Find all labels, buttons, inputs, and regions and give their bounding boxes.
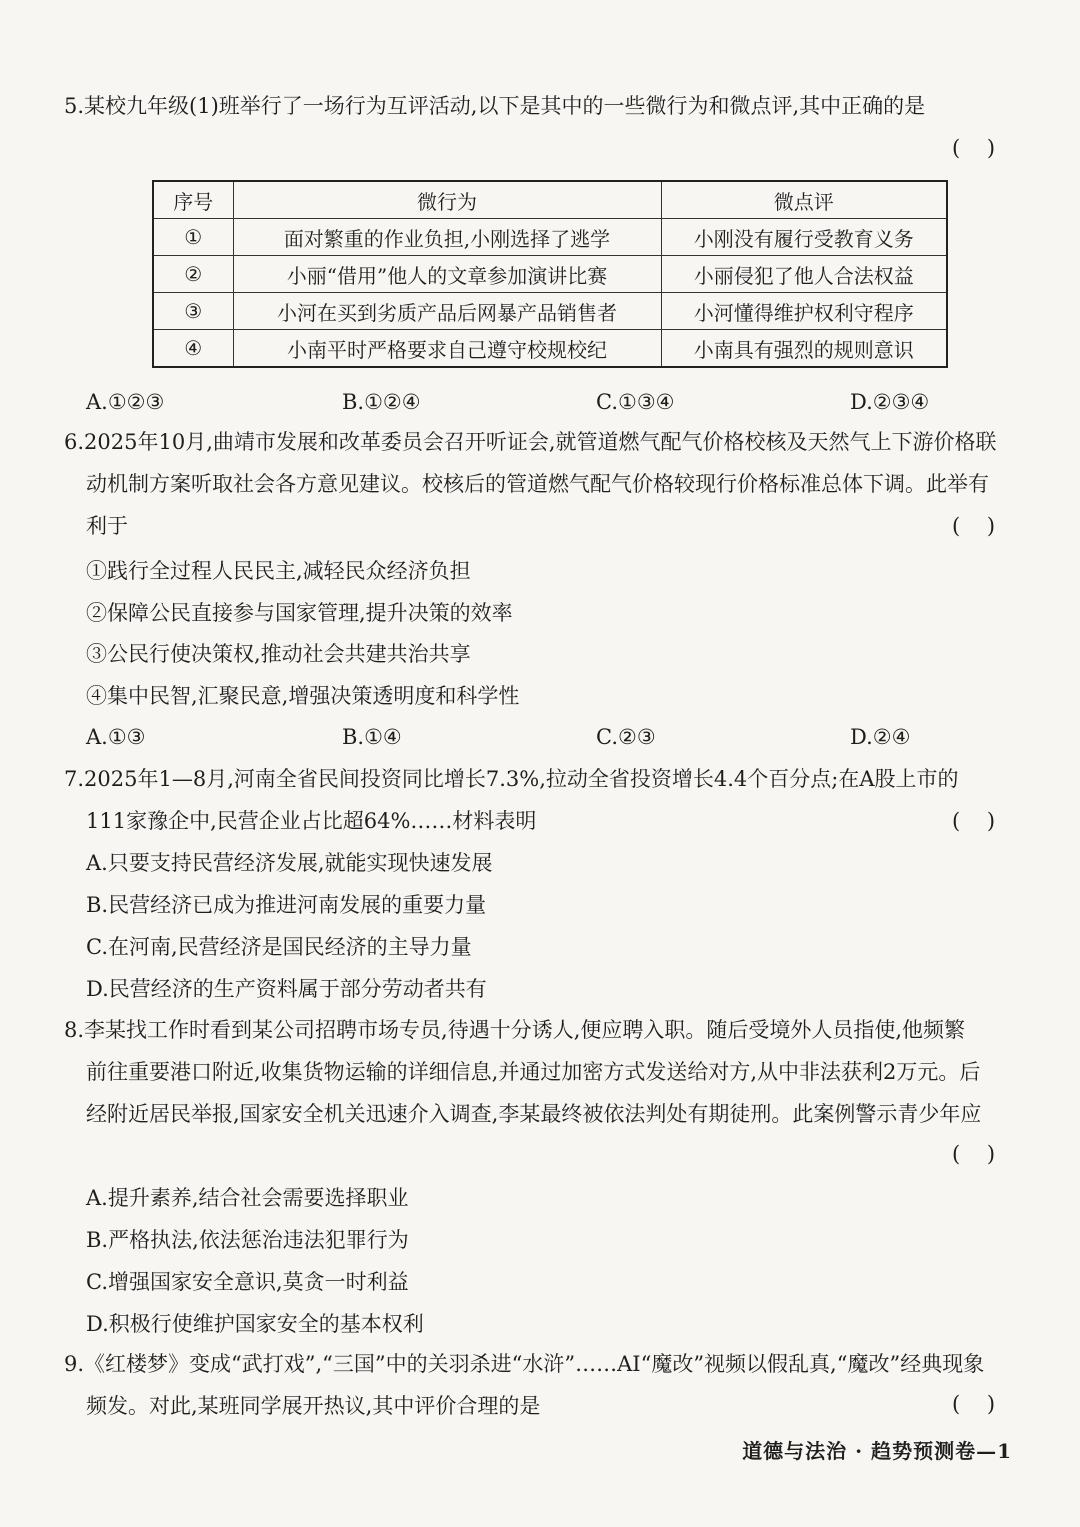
q7-option-b: B.民营经济已成为推进河南发展的重要力量 — [86, 893, 487, 917]
q6-stem-line: 6.2025年10月,曲靖市发展和改革委员会召开听证会,就管道燃气配气价格校核及天然气上下游价格联 — [64, 430, 997, 454]
q7-answer-bracket: ( ) — [952, 809, 996, 833]
table-header-cell: 微行为 — [233, 181, 661, 219]
table-cell: ① — [153, 219, 233, 256]
table-cell: 面对繁重的作业负担,小刚选择了逃学 — [233, 219, 661, 256]
table-header-row — [153, 181, 947, 219]
q8-option-a: A.提升素养,结合社会需要选择职业 — [86, 1186, 409, 1210]
q8-stem-line: 前往重要港口附近,收集货物运输的详细信息,并通过加密方式发送给对方,从中非法获利2万元。后 — [86, 1060, 981, 1084]
q6-stem-line: 利于 — [86, 514, 128, 538]
table-cell: 小南具有强烈的规则意识 — [661, 330, 947, 368]
q8-option-d: D.积极行使维护国家安全的基本权利 — [86, 1312, 424, 1336]
table-cell: 小南平时严格要求自己遵守校规校纪 — [233, 330, 661, 368]
q9-stem-line: 频发。对此,某班同学展开热议,其中评价合理的是 — [86, 1394, 541, 1418]
q7-stem-line: 7.2025年1—8月,河南全省民间投资同比增长7.3%,拉动全省投资增长4.4个百分点;在A股上市的 — [64, 767, 959, 791]
q6-statement: ②保障公民直接参与国家管理,提升决策的效率 — [86, 601, 513, 625]
q6-option-a: A.①③ — [86, 725, 146, 749]
q7-option-d: D.民营经济的生产资料属于部分劳动者共有 — [86, 977, 487, 1001]
table-cell: 小刚没有履行受教育义务 — [661, 219, 947, 256]
table-row — [153, 330, 947, 368]
table-header-cell: 序号 — [153, 181, 233, 219]
q8-option-b: B.严格执法,依法惩治违法犯罪行为 — [86, 1228, 409, 1252]
q6-option-b: B.①④ — [342, 725, 402, 749]
q6-statement: ④集中民智,汇聚民意,增强决策透明度和科学性 — [86, 684, 520, 708]
table-cell: ② — [153, 256, 233, 293]
q5-option-c: C.①③④ — [596, 390, 675, 414]
table-cell: 小丽“借用”他人的文章参加演讲比赛 — [233, 256, 661, 293]
q8-stem-line: 8.李某找工作时看到某公司招聘市场专员,待遇十分诱人,便应聘入职。随后受境外人员指使,他频繁 — [64, 1018, 966, 1042]
q6-option-d: D.②④ — [850, 725, 911, 749]
table-cell: ③ — [153, 293, 233, 330]
table-cell: ④ — [153, 330, 233, 368]
q5-option-b: B.①②④ — [342, 390, 421, 414]
q5-table — [152, 180, 948, 368]
q5-option-d: D.②③④ — [850, 390, 930, 414]
table-cell: 小丽侵犯了他人合法权益 — [661, 256, 947, 293]
q7-stem-line: 111家豫企中,民营企业占比超64%……材料表明 — [86, 809, 537, 833]
q6-option-c: C.②③ — [596, 725, 656, 749]
q6-answer-bracket: ( ) — [952, 514, 996, 538]
q6-statement: ③公民行使决策权,推动社会共建共治共享 — [86, 642, 471, 666]
table-row — [153, 256, 947, 293]
q8-answer-bracket: ( ) — [952, 1142, 996, 1166]
table-row — [153, 293, 947, 330]
table-cell: 小河懂得维护权利守程序 — [661, 293, 947, 330]
q7-option-c: C.在河南,民营经济是国民经济的主导力量 — [86, 935, 472, 959]
q7-option-a: A.只要支持民营经济发展,就能实现快速发展 — [86, 851, 493, 875]
q5-stem: 5.某校九年级(1)班举行了一场行为互评活动,以下是其中的一些微行为和微点评,其中正确的是 — [64, 94, 926, 118]
q6-statement: ①践行全过程人民民主,减轻民众经济负担 — [86, 559, 471, 583]
q8-option-c: C.增强国家安全意识,莫贪一时利益 — [86, 1270, 409, 1294]
q9-answer-bracket: ( ) — [952, 1392, 996, 1416]
page-footer: 道德与法治 · 趋势预测卷—1 — [742, 1439, 1012, 1463]
table-cell: 小河在买到劣质产品后网暴产品销售者 — [233, 293, 661, 330]
table-row — [153, 219, 947, 256]
q5-option-a: A.①②③ — [86, 390, 165, 414]
table-header-cell: 微点评 — [661, 181, 947, 219]
q5-answer-bracket: ( ) — [952, 136, 996, 160]
q6-stem-line: 动机制方案听取社会各方意见建议。校核后的管道燃气配气价格较现行价格标准总体下调。此举有 — [86, 472, 989, 496]
q8-stem-line: 经附近居民举报,国家安全机关迅速介入调查,李某最终被依法判处有期徒刑。此案例警示青少年应 — [86, 1102, 982, 1126]
q9-stem-line: 9.《红楼梦》变成“武打戏”,“三国”中的关羽杀进“水浒”……AI“魔改”视频以假乱真,“魔改”经典现象 — [64, 1352, 985, 1376]
